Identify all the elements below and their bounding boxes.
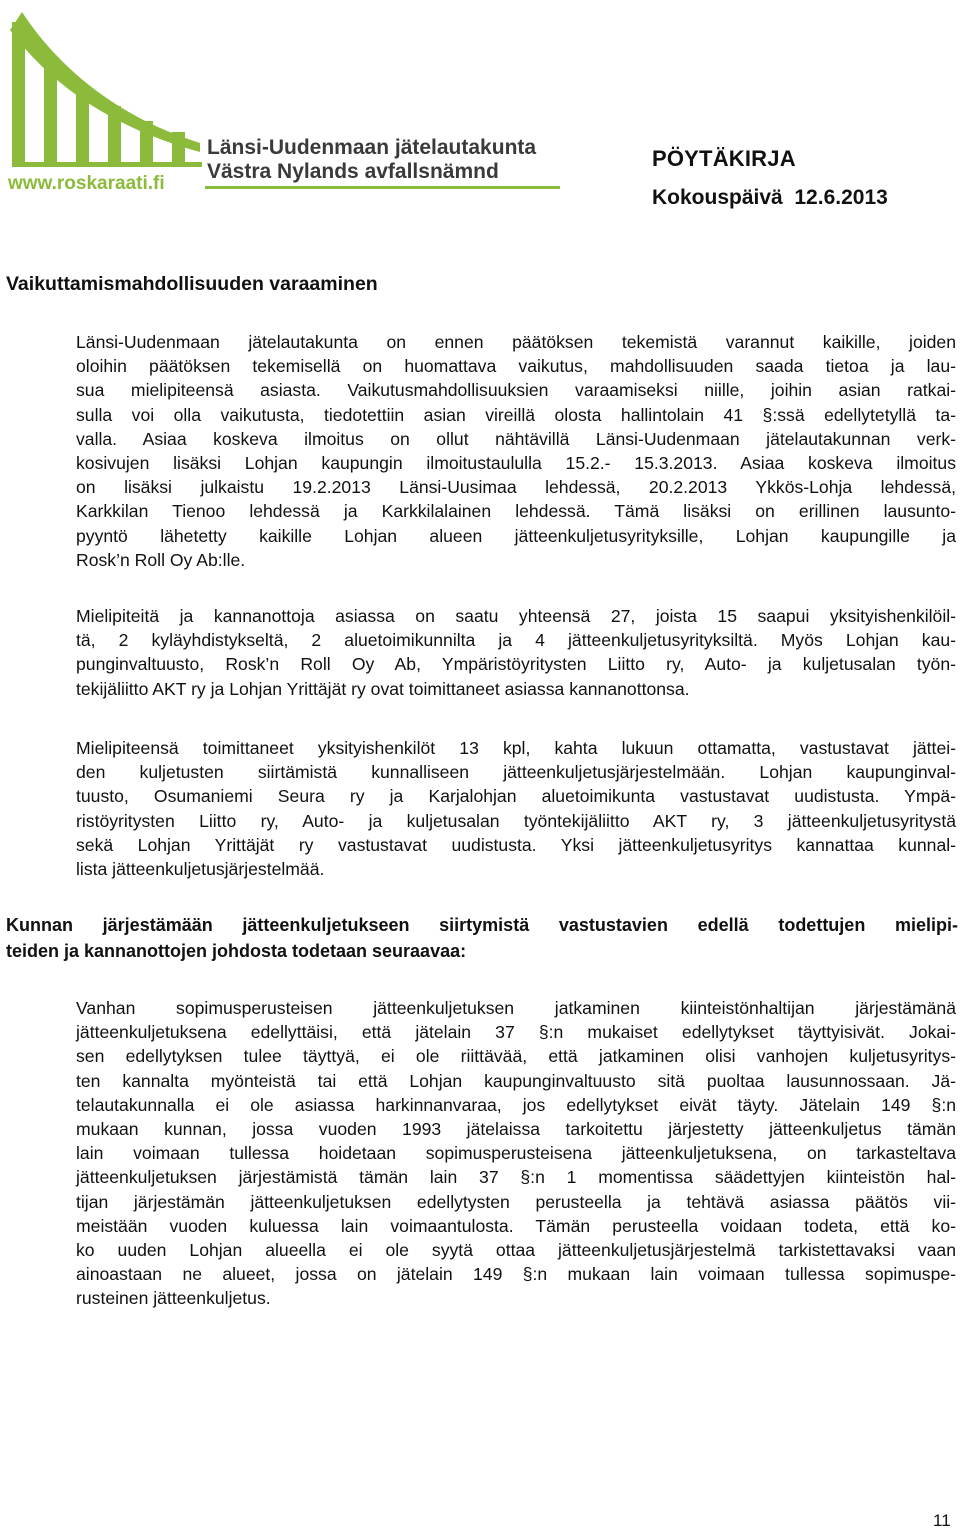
logo-bar — [44, 60, 57, 162]
text-line: pyyntö lähetetty kaikille Lohjan alueen jätteenkuljetusyrityksille, Lohjan kaupungille ja — [76, 525, 956, 546]
logo-baseline — [12, 162, 202, 167]
text-line: teiden ja kannanottojen johdosta todetaan seuraavaa: — [6, 941, 467, 961]
paragraph-1 — [76, 330, 956, 572]
text-line: tekijäliitto AKT ry ja Lohjan Yrittäjät ry ovat toimittaneet asiassa kannanottonsa. — [76, 678, 690, 699]
text-line: Rosk’n Roll Oy Ab:lle. — [76, 549, 246, 570]
logo-bar — [172, 132, 185, 162]
text-line: sekä Lohjan Yrittäjät ry vastustavat uudistusta. Yksi jätteenkuljetusyritys kannattaa kunnal- — [76, 834, 956, 855]
text-line: Kunnan järjestämään jätteenkuljetukseen siirtymistä vastustavien edellä todettujen mielipi- — [6, 915, 958, 935]
text-line: Vanhan sopimusperusteisen jätteenkuljetuksen jatkaminen kiinteistönhaltijan järjestämänä — [76, 998, 956, 1018]
text-line: kosivujen lisäksi Lohjan kaupungin ilmoitustaululla 15.2.- 15.3.2013. Asiaa koskeva ilmoitus — [76, 453, 956, 474]
text-line: ristöyritysten Liitto ry, Auto- ja kuljetusalan työntekijäliitto AKT ry, 3 jätteenkuljetusyritystä — [76, 810, 956, 831]
logo-bar — [140, 121, 153, 162]
text-line: ainoastaan ne alueet, jossa on jätelain 149 §:n mukaan lain voimaan tullessa sopimuspe- — [76, 1264, 956, 1285]
paragraph-4 — [76, 996, 956, 1311]
logo-graphic — [0, 0, 570, 200]
document-type: PÖYTÄKIRJA — [652, 146, 796, 171]
text-line: den kuljetusten siirtämistä kunnalliseen jätteenkuljetusjärjestelmään. Lohjan kaupunginval- — [76, 762, 956, 783]
text-line: jätteenkuljetuksena edellyttäisi, että jätelain 37 §:n mukaiset edellytykset täyttyisivät. Jokai- — [76, 1022, 956, 1043]
text-line: tuusto, Osumaniemi Seura ry ja Karjalohjan aluetoimikunta vastustavat uudistusta. Ympä- — [76, 786, 956, 807]
page-number: 11 — [933, 1511, 951, 1530]
text-line: ko uuden Lohjan alueella ei ole syytä ottaa jätteenkuljetusjärjestelmä tarkistettavaksi vaan — [76, 1240, 956, 1261]
text-line: ten kannalta myönteistä tai että Lohjan kaupunginvaltuusto sitä puoltaa lausunnossaan. Jä- — [76, 1070, 956, 1091]
text-line: rusteinen jätteenkuljetus. — [76, 1288, 271, 1309]
logo-curve-shape — [10, 12, 200, 152]
text-line: punginvaltuusto, Rosk’n Roll Oy Ab, Ympäristöyritysten Liitto ry, Auto- ja kuljetusalan työn- — [76, 654, 956, 675]
text-line: Mielipiteitä ja kannanottoja asiassa on saatu yhteensä 27, joista 15 saapui yksityishenkilöil- — [76, 606, 956, 626]
text-line: Mielipiteensä toimittaneet yksityishenkilöt 13 kpl, kahta lukuun ottamatta, vastustavat jättei- — [76, 738, 956, 758]
paragraph-2 — [76, 604, 956, 701]
text-line: sen edellytyksen tulee täyttyä, ei ole riittävää, että jatkaminen olisi vanhojen kuljetusyritys- — [76, 1046, 956, 1067]
text-line: sulla voi olla vaikutusta, tiedotettiin asian vireillä olosta hallintolain 41 §:ssä edellytetyllä ta- — [76, 404, 956, 425]
logo-name-sv: Västra Nylands avfallsnämnd — [207, 160, 499, 183]
section-title: Vaikuttamismahdollisuuden varaaminen — [6, 273, 378, 295]
logo-underline — [205, 186, 560, 189]
logo-bar — [12, 22, 25, 162]
text-line: tä, 2 kyläyhdistykseltä, 2 aluetoimikunnilta ja 4 jätteenkuljetusyrityksiltä. Myös Lohjan kau- — [76, 630, 956, 651]
text-line: sua mielipiteensä asiasta. Vaikutusmahdollisuuksien varaamiseksi niille, joihin asian ratkai- — [76, 380, 956, 401]
text-line: oloihin päätöksen tekemisellä on huomattava vaikutus, mahdollisuuden saada tietoa ja lau- — [76, 356, 956, 377]
paragraph-3 — [76, 736, 956, 881]
text-line: Karkkilan Tienoo lehdessä ja Karkkilalainen lehdessä. Tämä lisäksi on erillinen lausunto- — [76, 501, 956, 522]
text-line: Länsi-Uudenmaan jätelautakunta on ennen päätöksen tekemistä varannut kaikille, joiden — [76, 332, 956, 352]
logo-name-fi: Länsi-Uudenmaan jätelautakunta — [207, 136, 537, 159]
logo-url: www.roskaraati.fi — [8, 173, 165, 194]
text-line: valla. Asiaa koskeva ilmoitus on ollut nähtävillä Länsi-Uudenmaan jätelautakunnan verk- — [76, 428, 956, 449]
logo-bar — [76, 86, 89, 162]
text-line: mukaan kunnan, jossa vuoden 1993 jätelaissa tarkoitettu järjestetty jätteenkuljetus tämän — [76, 1119, 956, 1140]
text-line: lain voimaan tullessa hoidetaan sopimusperusteisena jätteenkuljetuksena, on tarkasteltava — [76, 1143, 956, 1164]
text-line: lista jätteenkuljetusjärjestelmää. — [76, 859, 325, 880]
text-line: on lisäksi julkaistu 19.2.2013 Länsi-Uusimaa lehdessä, 20.2.2013 Ykkös-Lohja lehdessä, — [76, 477, 956, 498]
organization-logo — [0, 0, 570, 200]
logo-bar — [108, 106, 121, 162]
meeting-date: Kokouspäivä 12.6.2013 — [652, 186, 888, 209]
text-line: tijan järjestämän jätteenkuljetuksen edellytysten perusteella ja tehtävä asiassa päätös vii- — [76, 1191, 956, 1212]
text-line: telautakunnalla ei ole asiassa harkinnanvaraa, jos edellytykset eivät täyty. Jätelain 149 §:n — [76, 1094, 956, 1115]
subheading — [6, 912, 958, 964]
text-line: jätteenkuljetuksen järjestämistä tämän lain 37 §:n 1 momentissa säädettyjen kiinteistön hal- — [76, 1167, 956, 1188]
text-line: meistään vuoden kuluessa lain voimaantulosta. Tämän perusteella voidaan todeta, että ko- — [76, 1215, 956, 1236]
